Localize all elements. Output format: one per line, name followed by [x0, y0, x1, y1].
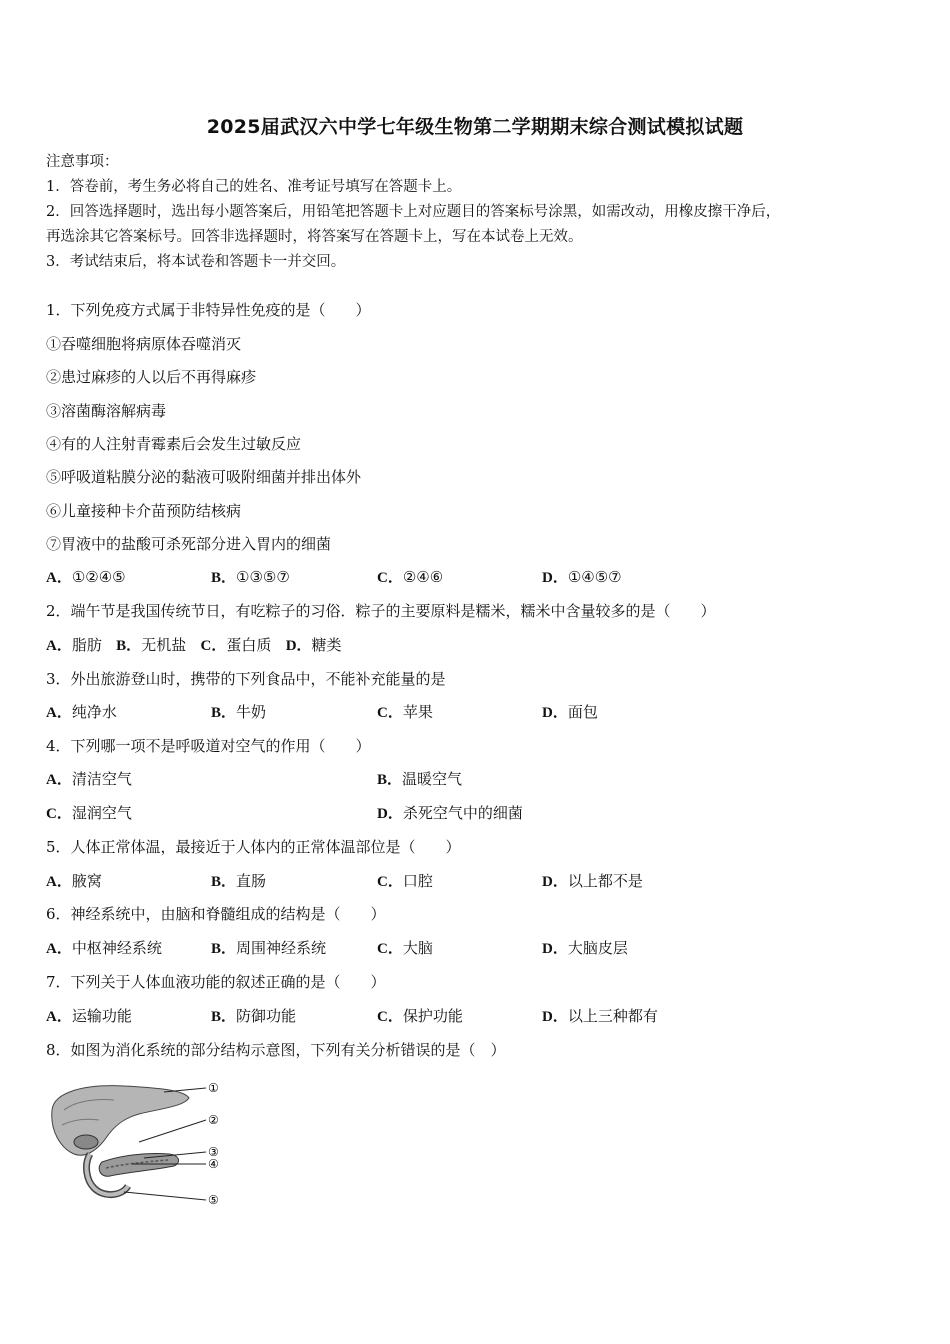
option-text: 直肠 — [236, 872, 267, 890]
option-label: D． — [542, 941, 568, 957]
option-text: 无机盐 — [141, 636, 187, 654]
notes-section — [46, 150, 906, 275]
q3-option-b — [211, 702, 266, 723]
question-6-stem: 6．神经系统中，由脑和脊髓组成的结构是（ ） — [46, 905, 386, 923]
option-label: C． — [377, 941, 403, 957]
question-2-stem: 2．端午节是我国传统节日，有吃粽子的习俗．粽子的主要原料是糯米，糯米中含量较多的是（ ） — [46, 602, 716, 620]
option-text: 保护功能 — [402, 1007, 463, 1025]
option-text: 以上都不是 — [567, 872, 643, 890]
figure-label-1: ① — [208, 1081, 219, 1095]
q6-option-c — [377, 938, 433, 959]
q5-option-d — [542, 871, 643, 892]
option-text: 腋窝 — [71, 872, 102, 890]
q5-option-a — [46, 871, 102, 892]
q1-option-b — [211, 567, 290, 588]
q1-item: ①吞噬细胞将病原体吞噬消灭 — [46, 335, 242, 353]
notes-heading: 注意事项： — [46, 154, 119, 170]
option-label: D． — [542, 874, 568, 890]
q4-option-a — [46, 769, 132, 790]
option-text: 脂肪 — [71, 636, 102, 654]
option-text: ②④⑥ — [402, 568, 444, 586]
option-text: 面包 — [567, 703, 598, 721]
note-item: 2．回答选择题时，选出每小题答案后，用铅笔把答题卡上对应题目的答案标号涂黑，如需改动，用橡皮擦干净后， — [46, 204, 781, 220]
question-4-stem: 4．下列哪一项不是呼吸道对空气的作用（ ） — [46, 737, 371, 755]
option-label: A． — [46, 1009, 72, 1025]
q1-item: ③溶菌酶溶解病毒 — [46, 402, 167, 420]
q3-option-d — [542, 702, 598, 723]
option-text: 苹果 — [402, 703, 433, 721]
option-label: C． — [377, 874, 403, 890]
option-label: D． — [542, 570, 568, 586]
option-label: A． — [46, 638, 72, 654]
q7-option-b — [211, 1006, 296, 1027]
q4-option-c — [46, 803, 132, 824]
option-label: D． — [542, 705, 568, 721]
option-text: ①③⑤⑦ — [236, 568, 290, 586]
q1-item: ②患过麻疹的人以后不再得麻疹 — [46, 368, 257, 386]
q3-option-a — [46, 702, 117, 723]
q1-item: ⑥儿童接种卡介苗预防结核病 — [46, 502, 242, 520]
option-text: ①④⑤⑦ — [567, 568, 622, 586]
q7-option-c — [377, 1006, 463, 1027]
q2-options-row — [46, 635, 342, 656]
figure-label-3: ③ — [208, 1145, 219, 1159]
pancreas-shape — [99, 1153, 178, 1176]
digestive-system-figure — [44, 1080, 234, 1215]
option-text: 以上三种都有 — [567, 1007, 658, 1025]
option-text: 糖类 — [311, 636, 342, 654]
option-label: C． — [377, 1009, 403, 1025]
leader-line — [124, 1192, 206, 1200]
q5-option-b — [211, 871, 266, 892]
q1-item: ④有的人注射青霉素后会发生过敏反应 — [46, 435, 302, 453]
question-3-stem: 3．外出旅游登山时，携带的下列食品中，不能补充能量的是 — [46, 670, 446, 688]
q1-option-c — [377, 567, 443, 588]
figure-label-2: ② — [208, 1113, 219, 1127]
q1-option-a — [46, 567, 126, 588]
note-item: 3．考试结束后，将本试卷和答题卡一并交回。 — [46, 254, 346, 270]
option-label: A． — [46, 705, 72, 721]
q7-option-a — [46, 1006, 132, 1027]
q5-option-c — [377, 871, 433, 892]
option-label: A． — [46, 941, 72, 957]
option-label: D． — [377, 806, 403, 822]
question-8-stem: 8．如图为消化系统的部分结构示意图，下列有关分析错误的是（ ） — [46, 1041, 506, 1059]
option-label: C． — [46, 806, 72, 822]
option-label: C． — [377, 570, 403, 586]
q4-option-b — [377, 769, 462, 790]
option-label: A． — [46, 772, 72, 788]
option-text: 纯净水 — [71, 703, 117, 721]
option-text: 杀死空气中的细菌 — [402, 804, 523, 822]
q7-option-d — [542, 1006, 658, 1027]
option-text: ①②④⑤ — [71, 568, 126, 586]
note-item: 再选涂其它答案标号。回答非选择题时，将答案写在答题卡上，写在本试卷上无效。 — [46, 229, 583, 245]
figure-label-5: ⑤ — [208, 1193, 219, 1207]
q6-option-b — [211, 938, 326, 959]
question-5-stem: 5．人体正常体温，最接近于人体内的正常体温部位是（ ） — [46, 838, 461, 856]
option-label: D． — [542, 1009, 568, 1025]
option-label: A． — [46, 570, 72, 586]
q6-option-d — [542, 938, 628, 959]
option-label: B． — [377, 772, 403, 788]
option-label: B． — [211, 1009, 237, 1025]
option-label: D． — [285, 638, 312, 654]
option-label: B． — [211, 705, 237, 721]
option-label: A． — [46, 874, 72, 890]
question-7-stem: 7．下列关于人体血液功能的叙述正确的是（ ） — [46, 973, 386, 991]
option-label: B． — [211, 941, 237, 957]
option-text: 周围神经系统 — [236, 939, 327, 957]
option-label: B． — [211, 874, 237, 890]
option-text: 大脑皮层 — [567, 939, 628, 957]
figure-label-4: ④ — [208, 1157, 219, 1171]
exam-title: 2025届武汉六中学七年级生物第二学期期末综合测试模拟试题 — [206, 116, 744, 138]
option-text: 大脑 — [402, 939, 433, 957]
q6-option-a — [46, 938, 162, 959]
q1-option-d — [542, 567, 622, 588]
q3-option-c — [377, 702, 433, 723]
option-text: 湿润空气 — [71, 804, 132, 822]
option-text: 口腔 — [402, 872, 433, 890]
option-label: B． — [211, 570, 237, 586]
q1-item: ⑤呼吸道粘膜分泌的黏液可吸附细菌并排出体外 — [46, 468, 362, 486]
liver-shape — [52, 1086, 189, 1156]
option-text: 运输功能 — [71, 1007, 132, 1025]
option-text: 中枢神经系统 — [71, 939, 162, 957]
option-label: C． — [377, 705, 403, 721]
q4-option-d — [377, 803, 523, 824]
option-text: 牛奶 — [236, 703, 267, 721]
gallbladder-shape — [74, 1135, 98, 1149]
note-item: 1．答卷前，考生务必将自己的姓名、准考证号填写在答题卡上。 — [46, 179, 462, 195]
option-text: 蛋白质 — [226, 636, 272, 654]
option-text: 温暖空气 — [402, 770, 463, 788]
option-text: 清洁空气 — [71, 770, 132, 788]
option-text: 防御功能 — [236, 1007, 297, 1025]
option-label: B． — [116, 638, 142, 654]
option-label: C． — [200, 638, 227, 654]
question-1-stem: 1．下列免疫方式属于非特异性免疫的是（ ） — [46, 301, 371, 319]
q1-item: ⑦胃液中的盐酸可杀死部分进入胃内的细菌 — [46, 535, 332, 553]
leader-line — [139, 1120, 206, 1142]
